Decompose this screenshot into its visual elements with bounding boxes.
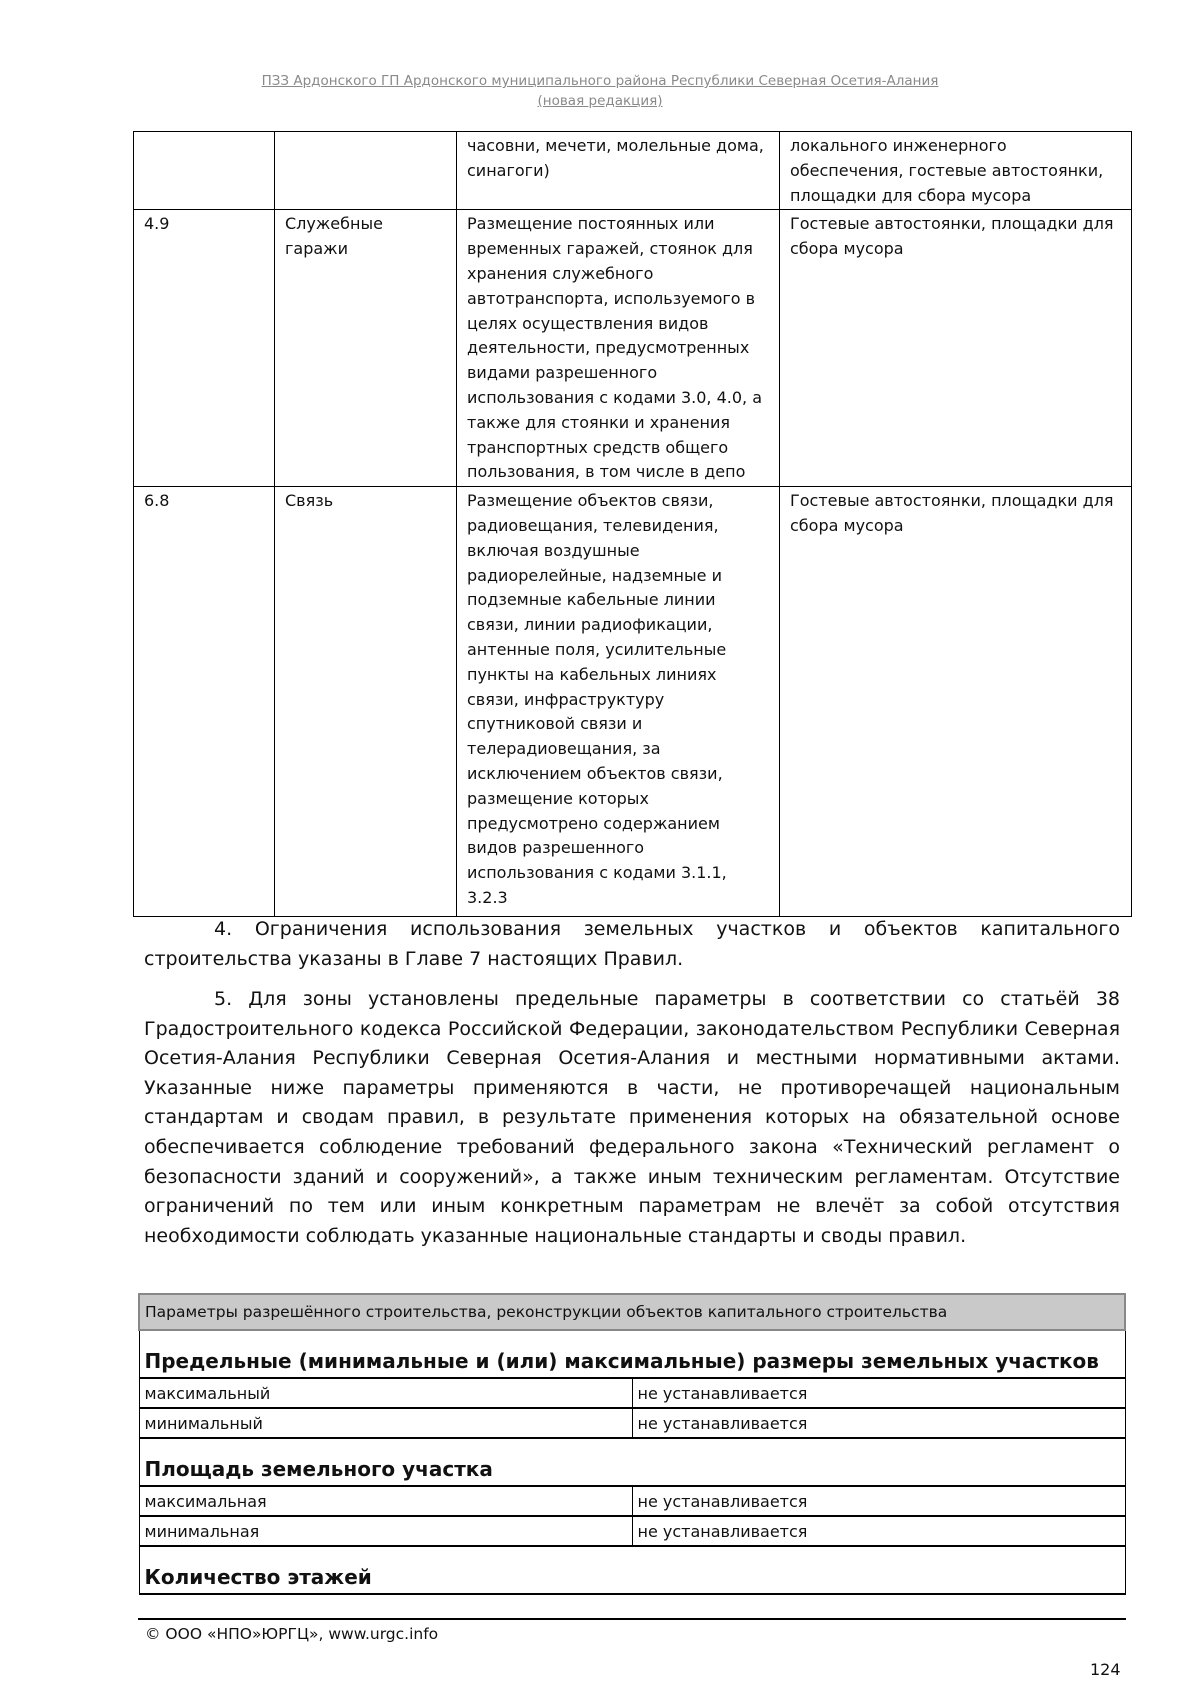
permitted-uses-table <box>133 131 1132 917</box>
footer-copyright: © ООО «НПО»ЮРГЦ», www.urgc.info <box>145 1625 439 1643</box>
param-key: минимальная <box>139 1516 632 1546</box>
table-row <box>134 210 1132 487</box>
param-key: максимальный <box>139 1378 632 1408</box>
param-key: минимальный <box>139 1408 632 1438</box>
table-banner: Параметры разрешённого строительства, реконструкции объектов капитального строительства <box>139 1294 1125 1330</box>
table-row <box>139 1516 1125 1546</box>
section-header-row <box>139 1546 1125 1594</box>
section-title-plot-area: Площадь земельного участка <box>139 1438 1125 1486</box>
paragraph-restrictions: 4. Ограничения использования земельных участков и объектов капитального строительства указаны в Главе 7 настоящих Правил. <box>144 918 1120 970</box>
auxiliary-use-cell: локального инженерного обеспечения, гостевые автостоянки, площадки для сбора мусора <box>780 132 1132 210</box>
table-row <box>139 1408 1125 1438</box>
param-value: не устанавливается <box>632 1516 1125 1546</box>
use-name-cell: Служебные гаражи <box>275 210 457 487</box>
section-title-plot-size: Предельные (минимальные и (или) максимальные) размеры земельных участков <box>139 1330 1125 1378</box>
table-row <box>139 1378 1125 1408</box>
section-header-row <box>139 1438 1125 1486</box>
use-name-cell: Связь <box>275 487 457 917</box>
header-title: ПЗЗ Ардонского ГП Ардонского муниципального района Республики Северная Осетия-Алания <box>261 73 939 89</box>
header-subtitle: (новая редакция) <box>537 93 663 109</box>
use-description-cell: Размещение объектов связи, радиовещания, телевидения, включая воздушные радиорелейные, надземные и подземные кабельные линии связи, линии радиофикации, антенные поля, усилительные пункты на кабельных линиях связи, инфраструктуру спутниковой связи и телерадиовещания, за исключением объектов связи, размещение которых предусмотрено содержанием видов разрешенного использования с кодами 3.1.1, 3.2.3 <box>457 487 780 917</box>
param-value: не устанавливается <box>632 1378 1125 1408</box>
footer-divider <box>138 1618 1126 1620</box>
use-code-cell: 6.8 <box>134 487 275 917</box>
use-description-cell: часовни, мечети, молельные дома, синагоги) <box>457 132 780 210</box>
auxiliary-use-cell: Гостевые автостоянки, площадки для сбора мусора <box>780 487 1132 917</box>
param-value: не устанавливается <box>632 1486 1125 1516</box>
document-header <box>0 71 1200 111</box>
page-number: 124 <box>1090 1660 1121 1679</box>
param-value: не устанавливается <box>632 1408 1125 1438</box>
table-row <box>134 132 1132 210</box>
table-row <box>134 487 1132 917</box>
construction-parameters-table <box>138 1293 1126 1595</box>
section-header-row <box>139 1330 1125 1378</box>
param-key: максимальная <box>139 1486 632 1516</box>
use-code-cell: 4.9 <box>134 210 275 487</box>
table-banner-row <box>139 1294 1125 1330</box>
use-description-cell: Размещение постоянных или временных гаражей, стоянок для хранения служебного автотранспорта, используемого в целях осуществления видов деятельности, предусмотренных видами разрешенного использования с кодами 3.0, 4.0, а также для стоянки и хранения транспортных средств общего пользования, в том числе в депо <box>457 210 780 487</box>
use-code-cell <box>134 132 275 210</box>
paragraph-limit-parameters: 5. Для зоны установлены предельные параметры в соответствии со статьёй 38 Градостроительного кодекса Российской Федерации, законодательством Республики Северная Осетия-Алания Республики Северная Осетия-Алания и местными нормативными актами. Указанные ниже параметры применяются в части, не противоречащей национальным стандартам и сводам правил, в результате применения которых на обязательной основе обеспечивается соблюдение требований федерального закона «Технический регламент о безопасности зданий и сооружений», а также иным техническим регламентам. Отсутствие ограничений по тем или иным конкретным параметрам не влечёт за собой отсутствия необходимости соблюдать указанные национальные стандарты и своды правил. <box>144 988 1120 1247</box>
table-row <box>139 1486 1125 1516</box>
auxiliary-use-cell: Гостевые автостоянки, площадки для сбора мусора <box>780 210 1132 487</box>
section-title-floors: Количество этажей <box>139 1546 1125 1594</box>
use-name-cell <box>275 132 457 210</box>
